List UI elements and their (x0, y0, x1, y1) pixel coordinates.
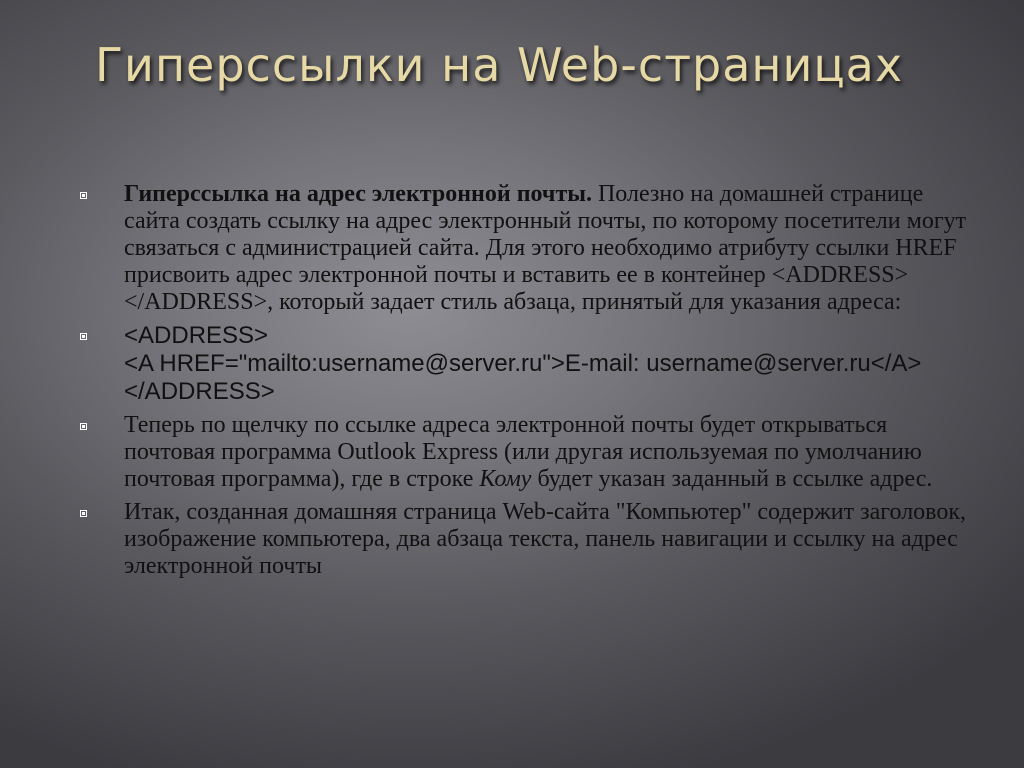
code-example (124, 322, 976, 406)
list-item (76, 499, 976, 580)
item-body-end: будет указан заданный в ссылке адрес. (531, 466, 933, 492)
list-item (76, 412, 976, 493)
list-item (76, 181, 976, 316)
square-bullet-icon (76, 499, 124, 525)
square-bullet-icon (76, 181, 124, 207)
code-line: </ADDRESS> (124, 378, 275, 405)
item-body: Итак, созданная домашняя страница Web-сайта "Компьютер" содержит заголовок, изображение компьютера, два абзаца текста, панель навигации и ссылку на адрес электронной почты (124, 499, 967, 579)
square-bullet-icon (76, 322, 124, 348)
list-item-text (124, 499, 976, 580)
item-body: Теперь по щелчку по ссылке адреса электронной почты будет открываться почтовая программа Outlook Express (или другая используемая по умолчанию почтовая программа), где в строке (124, 412, 922, 492)
slide-title: Гиперссылки на Web-страницах (95, 38, 904, 92)
bullet-list (76, 181, 976, 586)
list-item-text (124, 412, 976, 493)
item-bold-lead: Гиперссылка на адрес электронной почты. (124, 181, 592, 207)
code-line: <A HREF="mailto:username@server.ru">E-mail: username@server.ru</A> (124, 350, 922, 377)
list-item (76, 322, 976, 406)
square-bullet-icon (76, 412, 124, 438)
code-line: <ADDRESS> (124, 322, 269, 349)
item-body: Полезно на домашней странице сайта создать ссылку на адрес электронный почты, по которому посетители могут связаться с администрацией сайта. Для этого необходимо атрибуту ссылки HREF присвоить адрес электронной почты и вставить ее в контейнер <ADDRESS></ADDRESS>, который задает стиль абзаца, принятый для указания адреса: (124, 181, 967, 315)
list-item-text (124, 181, 976, 316)
item-italic: Кому (479, 466, 532, 492)
